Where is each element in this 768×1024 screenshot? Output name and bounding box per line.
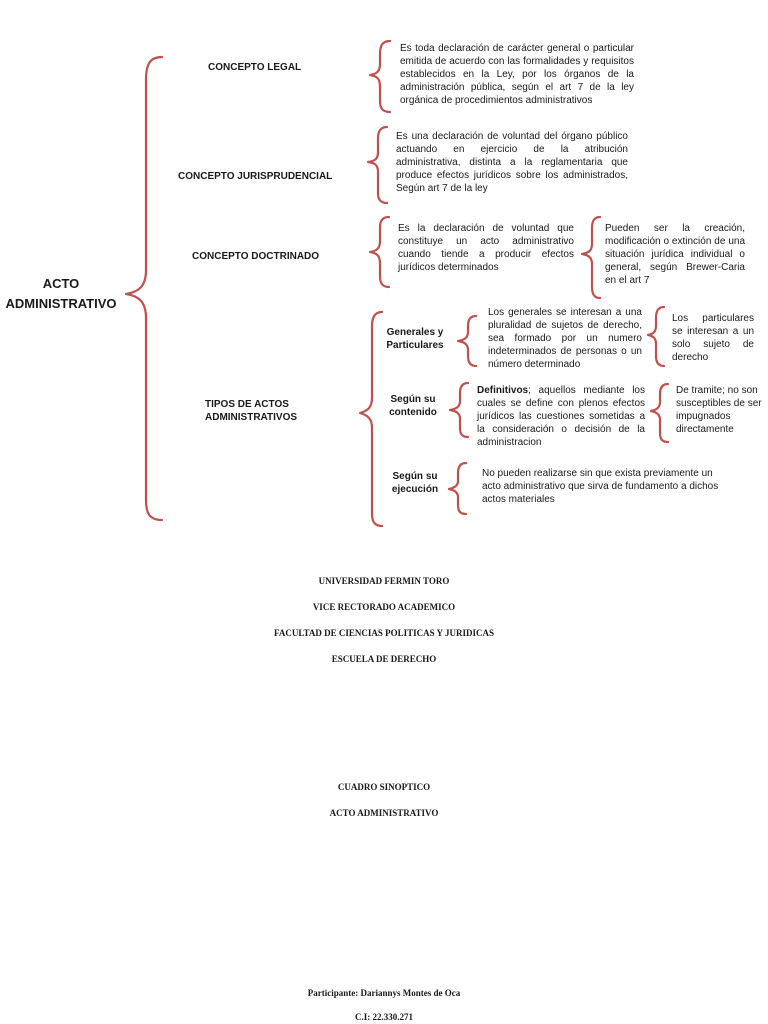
tipos-label-line1: TIPOS DE ACTOS xyxy=(205,399,289,410)
root-label xyxy=(2,274,120,314)
tipos-label-line2: ADMINISTRATIVOS xyxy=(205,412,298,423)
footer-participant: Participante: Dariannys Montes de Oca xyxy=(307,988,461,998)
tramite-brace xyxy=(651,384,668,442)
tipos-brace xyxy=(360,312,382,526)
doctrinado-brace xyxy=(370,217,389,287)
footer-ci: C.I: 22.330.271 xyxy=(355,1012,413,1022)
ejecucion-brace xyxy=(449,463,466,514)
tipos-label xyxy=(205,398,297,424)
contenido-label-line2: contenido xyxy=(389,407,437,418)
ejecucion-label xyxy=(385,470,445,496)
contenido-bold: Definitivos xyxy=(477,385,529,396)
concepto-legal-label: CONCEPTO LEGAL xyxy=(208,62,302,73)
main-brace xyxy=(126,57,162,520)
contenido-brace xyxy=(450,383,468,437)
generales-text: Los generales se interesan a una pluralidad de sujetos de derecho, sea formado por un numero indeterminados de personas o un número determinado xyxy=(488,307,642,370)
contenido-rest: ; aquellos mediante los cuales se define con plenos efectos jurídicos las cuestiones sometidas a la consideración o decisión de la administracion xyxy=(477,385,645,448)
footer-faculty: FACULTAD DE CIENCIAS POLITICAS Y JURIDICAS xyxy=(274,628,494,638)
ejecucion-text: No pueden realizarse sin que exista previamente un acto administrativo que sirva de fundamento a dichos actos materiales xyxy=(482,468,719,505)
footer-doc-title: ACTO ADMINISTRATIVO xyxy=(329,808,439,818)
footer-university: UNIVERSIDAD FERMIN TORO xyxy=(318,576,450,586)
generales-label-line1: Generales y xyxy=(386,327,444,338)
concepto-doctrinado-label: CONCEPTO DOCTRINADO xyxy=(192,251,320,262)
particulares-brace xyxy=(648,307,664,366)
concepto-doctrinado-detail: Pueden ser la creación, modificación o extinción de una situación jurídica individual o general, según Brewer-Caria en el art 7 xyxy=(605,223,745,286)
concepto-doctrinado-text: Es la declaración de voluntad que constituye un acto administrativo cuando tiende a producir efectos jurídicos determinados xyxy=(398,223,574,273)
footer-vice: VICE RECTORADO ACADEMICO xyxy=(312,602,456,612)
doctrinado-detail-brace xyxy=(582,217,600,298)
tramite-text: De tramite; no son susceptibles de ser impugnados directamente xyxy=(676,385,762,435)
concepto-jurisprudencial-label: CONCEPTO JURISPRUDENCIAL xyxy=(178,171,333,182)
generales-brace xyxy=(458,316,476,366)
root-line1: ACTO xyxy=(42,276,80,291)
contenido-label xyxy=(382,393,444,419)
concepto-legal-text: Es toda declaración de carácter general o particular emitida de acuerdo con las formalidades y requisitos establecidos en la Ley, por los órganos de la administración pública, según el art 7 de la ley orgánica de procedimientos administrativos xyxy=(400,43,634,106)
ejecucion-label-line2: ejecución xyxy=(391,484,439,495)
generales-label xyxy=(382,326,448,352)
ejecucion-label-line1: Según su xyxy=(392,471,438,482)
contenido-label-line1: Según su xyxy=(390,394,436,405)
concepto-jurisprudencial-text: Es una declaración de voluntad del órgano público actuando en ejercicio de la atribución administrativa, distinta a la reglamentaria que produce efectos jurídicos sobre los administrados, Según art 7 de la ley xyxy=(396,131,628,194)
footer-doc-type: CUADRO SINOPTICO xyxy=(337,782,431,792)
legal-brace xyxy=(370,41,390,112)
generales-label-line2: Particulares xyxy=(386,340,444,351)
root-line2: ADMINISTRATIVO xyxy=(5,296,117,311)
jurisprudencial-brace xyxy=(368,127,387,203)
particulares-text: Los particulares se interesan a un solo sujeto de derecho xyxy=(672,313,754,363)
contenido-text xyxy=(477,384,645,449)
footer-school: ESCUELA DE DERECHO xyxy=(331,654,437,664)
